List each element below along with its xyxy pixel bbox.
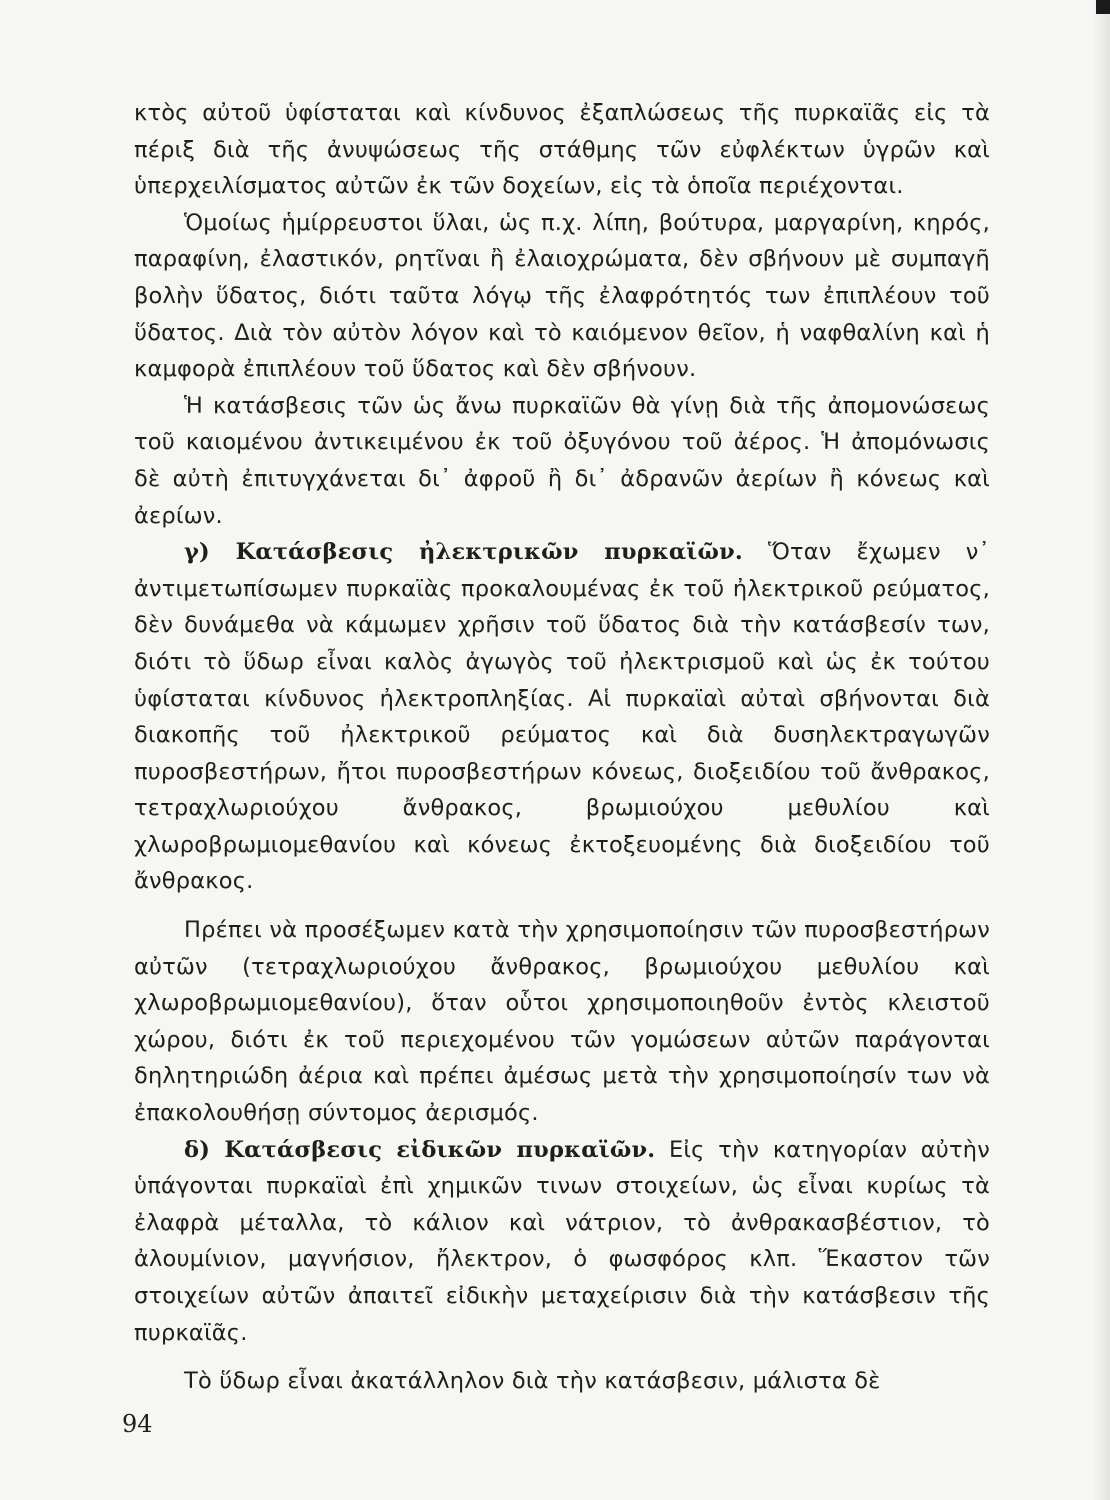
paragraph-5 bbox=[134, 912, 990, 1132]
page-number: 94 bbox=[122, 1410, 153, 1438]
scan-corner-mark bbox=[1096, 0, 1110, 14]
paragraph-1-text: κτὸς αὐτοῦ ὑφίσταται καὶ κίνδυνος ἐξαπλώσεως τῆς πυρκαϊᾶς εἰς τὰ πέριξ διὰ τῆς ἀνυψώσεως τῆς στάθμης τῶν εὐφλέκτων ὑγρῶν καὶ ὑπερχειλίσματος αὐτῶν ἐκ τῶν δοχείων, εἰς τὰ ὁποῖα περιέχονται. bbox=[134, 100, 990, 200]
paragraph-7-text: Τὸ ὕδωρ εἶναι ἀκατάλληλον διὰ τὴν κατάσβεσιν, μάλιστα δὲ bbox=[184, 1368, 881, 1395]
section-gamma-paragraph bbox=[134, 534, 990, 900]
section-delta-heading: δ) Κατάσβεσις εἰδικῶν πυρκαϊῶν. bbox=[184, 1136, 656, 1163]
paragraph-1 bbox=[134, 95, 990, 205]
body-text bbox=[134, 95, 990, 1400]
page-edge-shadow bbox=[1092, 0, 1110, 1500]
paragraph-5-text: Πρέπει νὰ προσέξωμεν κατὰ τὴν χρησιμοποίησιν τῶν πυροσβεστήρων αὐτῶν (τετραχλωριούχου ἄνθρακος, βρωμιούχου μεθυλίου καὶ χλωροβρωμιομεθανίου), ὅταν οὗτοι χρησιμοποιηθοῦν ἐντὸς κλειστοῦ χώρου, διότι ἐκ τοῦ περιεχομένου τῶν γομώσεων αὐτῶν παράγονται δηλητηριώδη ἀέρια καὶ πρέπει ἀμέσως μετὰ τὴν χρησιμοποίησίν των νὰ ἐπακολουθήσῃ σύντομος ἀερισμός. bbox=[134, 917, 990, 1127]
section-gamma-text: Ὅταν ἔχωμεν ν᾽ ἀντιμετωπίσωμεν πυρκαϊὰς προκαλουμένας ἐκ τοῦ ἠλεκτρικοῦ ρεύματος, δὲν δυνάμεθα νὰ κάμωμεν χρῆσιν τοῦ ὕδατος διὰ τὴν κατάσβεσίν των, διότι τὸ ὕδωρ εἶναι καλὸς ἀγωγὸς τοῦ ἠλεκτρισμοῦ καὶ ὡς ἐκ τούτου ὑφίσταται κίνδυνος ἠλεκτροπληξίας. Αἱ πυρκαϊαὶ αὐταὶ σβήνονται διὰ διακοπῆς τοῦ ἠλεκτρικοῦ ρεύματος καὶ διὰ δυσηλεκτραγωγῶν πυροσβεστήρων, ἤτοι πυροσβεστήρων κόνεως, διοξειδίου τοῦ ἄνθρακος, τετραχλωριούχου ἄνθρακος, βρωμιούχου μεθυλίου καὶ χλωροβρωμιομεθανίου καὶ κόνεως ἐκτοξευομένης διὰ διοξειδίου τοῦ ἄνθρακος. bbox=[134, 539, 990, 895]
paragraph-2 bbox=[134, 205, 990, 388]
section-delta-paragraph bbox=[134, 1132, 990, 1352]
paragraph-7 bbox=[134, 1363, 990, 1400]
paragraph-3 bbox=[134, 388, 990, 534]
paragraph-3-text: Ἡ κατάσβεσις τῶν ὡς ἄνω πυρκαϊῶν θὰ γίνῃ διὰ τῆς ἀπομονώσεως τοῦ καιομένου ἀντικειμένου ἐκ τοῦ ὀξυγόνου τοῦ ἀέρος. Ἡ ἀπομόνωσις δὲ αὐτὴ ἐπιτυγχάνεται δι᾽ ἀφροῦ ἢ δι᾽ ἀδρανῶν ἀερίων ἢ κόνεως καὶ ἀερίων. bbox=[134, 392, 990, 529]
section-delta-text: Εἰς τὴν κατηγορίαν αὐτὴν ὑπάγονται πυρκαϊαὶ ἐπὶ χημικῶν τινων στοιχείων, ὡς εἶναι κυρίως τὰ ἐλαφρὰ μέταλλα, τὸ κάλιον καὶ νάτριον, τὸ ἀνθρακασβέστιον, τὸ ἀλουμίνιον, μαγνήσιον, ἤλεκτρον, ὁ φωσφόρος κλπ. Ἕκαστον τῶν στοιχείων αὐτῶν ἀπαιτεῖ εἰδικὴν μεταχείρισιν διὰ τὴν κατάσβεσιν τῆς πυρκαϊᾶς. bbox=[134, 1136, 990, 1346]
paragraph-2-text: Ὁμοίως ἡμίρρευστοι ὕλαι, ὡς π.χ. λίπη, βούτυρα, μαργαρίνη, κηρός, παραφίνη, ἐλαστικόν, ρητῖναι ἢ ἐλαιοχρώματα, δὲν σβήνουν μὲ συμπαγῆ βολὴν ὕδατος, διότι ταῦτα λόγῳ τῆς ἐλαφρότητός των ἐπιπλέουν τοῦ ὕδατος. Διὰ τὸν αὐτὸν λόγον καὶ τὸ καιόμενον θεῖον, ἡ ναφθαλίνη καὶ ἡ καμφορὰ ἐπιπλέουν τοῦ ὕδατος καὶ δὲν σβήνουν. bbox=[134, 209, 990, 383]
section-gamma-heading: γ) Κατάσβεσις ἠλεκτρικῶν πυρκαϊῶν. bbox=[184, 539, 743, 566]
